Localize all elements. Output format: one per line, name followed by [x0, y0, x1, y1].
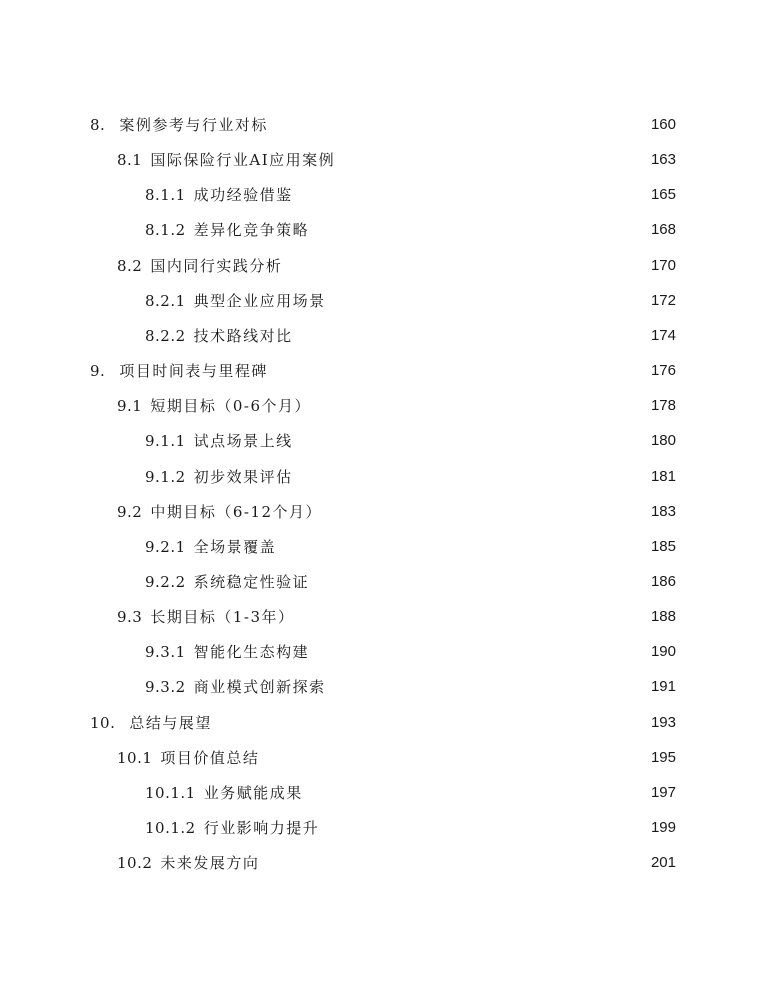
- toc-entry-number: 10.1.2: [145, 819, 196, 837]
- toc-entry[interactable]: [145, 535, 676, 559]
- toc-entry-title: 智能化生态构建: [193, 643, 310, 661]
- toc-entry[interactable]: [90, 359, 676, 383]
- toc-entry-number: 9.2.2: [145, 573, 186, 591]
- toc-entry-number: 10.2: [117, 854, 153, 872]
- toc-entry-number: 9.1.1: [145, 432, 186, 450]
- toc-entry-title: 技术路线对比: [193, 327, 293, 345]
- toc-entry-title: 短期目标（0-6个月）: [150, 397, 312, 415]
- dot-leader: [330, 289, 646, 313]
- dot-leader: [297, 324, 646, 348]
- toc-entry[interactable]: [117, 605, 676, 629]
- toc-entry[interactable]: [145, 675, 676, 699]
- toc-entry-title: 典型企业应用场景: [193, 292, 326, 310]
- toc-entry[interactable]: [117, 746, 676, 770]
- toc-entry-page-number: 165: [650, 186, 676, 203]
- toc-entry-title: 总结与展望: [129, 714, 212, 732]
- dot-leader: [272, 359, 646, 383]
- dot-leader: [326, 500, 646, 524]
- toc-entry[interactable]: [145, 816, 676, 840]
- toc-entry-title: 业务赋能成果: [203, 784, 303, 802]
- toc-entry-title: 差异化竞争策略: [193, 221, 310, 239]
- toc-entry-title: 国内同行实践分析: [150, 257, 283, 275]
- toc-entry-number: 9.2: [117, 503, 143, 521]
- toc-entry[interactable]: [117, 254, 676, 278]
- dot-leader: [297, 183, 646, 207]
- toc-entry-page-number: 191: [650, 678, 676, 695]
- toc-entry-page-number: 201: [650, 854, 676, 871]
- dot-leader: [280, 535, 646, 559]
- toc-entry-page-number: 199: [650, 819, 676, 836]
- toc-entry-page-number: 163: [650, 151, 676, 168]
- toc-entry-number: 10.1: [117, 749, 153, 767]
- toc-entry-title: 全场景覆盖: [193, 538, 277, 556]
- toc-entry-title: 试点场景上线: [193, 432, 293, 450]
- toc-entry-title: 长期目标（1-3年）: [150, 608, 295, 626]
- toc-entry-title: 案例参考与行业对标: [119, 116, 268, 134]
- toc-entry[interactable]: [145, 465, 676, 489]
- toc-entry[interactable]: [145, 289, 676, 313]
- dot-leader: [263, 746, 646, 770]
- toc-entry-number: 8.: [90, 116, 106, 134]
- toc-entry-page-number: 197: [650, 784, 676, 801]
- toc-entry-page-number: 160: [650, 116, 676, 133]
- toc-entry-page-number: 180: [650, 432, 676, 449]
- toc-entry-number: 9.: [90, 362, 106, 380]
- dot-leader: [272, 113, 646, 137]
- toc-entry-number: 9.1.2: [145, 468, 186, 486]
- dot-leader: [286, 254, 646, 278]
- dot-leader: [263, 851, 646, 875]
- toc-entry-number: 8.2.2: [145, 327, 186, 345]
- toc-entry[interactable]: [145, 781, 676, 805]
- toc-entry[interactable]: [145, 640, 676, 664]
- toc-entry[interactable]: [117, 851, 676, 875]
- toc-entry-number: 10.1.1: [145, 784, 196, 802]
- toc-entry-title: 成功经验借鉴: [193, 186, 293, 204]
- toc-entry-title: 项目时间表与里程碑: [119, 362, 268, 380]
- toc-entry-page-number: 168: [650, 221, 676, 238]
- toc-entry-page-number: 188: [650, 608, 676, 625]
- toc-entry[interactable]: [145, 183, 676, 207]
- dot-leader: [330, 675, 646, 699]
- dot-leader: [297, 429, 646, 453]
- toc-entry-title: 项目价值总结: [160, 749, 260, 767]
- toc-entry-page-number: 190: [650, 643, 676, 660]
- toc-entry-number: 9.3.2: [145, 678, 186, 696]
- toc-entry-page-number: 186: [650, 573, 676, 590]
- toc-entry[interactable]: [117, 394, 676, 418]
- toc-entry-number: 9.1: [117, 397, 143, 415]
- toc-entry-page-number: 176: [650, 362, 676, 379]
- dot-leader: [299, 605, 646, 629]
- dot-leader: [339, 148, 646, 172]
- toc-entry-number: 8.1: [117, 151, 143, 169]
- toc-entry-title: 国际保险行业AI应用案例: [150, 151, 336, 169]
- toc-entry-number: 9.3.1: [145, 643, 186, 661]
- toc-entry-title: 系统稳定性验证: [193, 573, 310, 591]
- toc-entry-number: 8.1.1: [145, 186, 186, 204]
- dot-leader: [216, 711, 646, 735]
- toc-entry-number: 9.2.1: [145, 538, 186, 556]
- toc-entry[interactable]: [145, 218, 676, 242]
- toc-entry[interactable]: [117, 500, 676, 524]
- toc-entry-page-number: 181: [650, 468, 676, 485]
- toc-entry-page-number: 174: [650, 327, 676, 344]
- toc-entry-number: 8.2: [117, 257, 143, 275]
- toc-entry-title: 商业模式创新探索: [193, 678, 326, 696]
- dot-leader: [315, 394, 646, 418]
- toc-entry[interactable]: [117, 148, 676, 172]
- toc-entry[interactable]: [145, 324, 676, 348]
- toc-entry[interactable]: [90, 711, 676, 735]
- toc-entry-page-number: 172: [650, 292, 676, 309]
- toc-entry[interactable]: [145, 570, 676, 594]
- toc-entry-page-number: 178: [650, 397, 676, 414]
- toc-entry-page-number: 183: [650, 503, 676, 520]
- toc-entry-number: 9.3: [117, 608, 143, 626]
- toc-entry-number: 8.1.2: [145, 221, 186, 239]
- toc-entry-page-number: 195: [650, 749, 676, 766]
- dot-leader: [313, 640, 646, 664]
- toc-entry-number: 8.2.1: [145, 292, 186, 310]
- toc-entry[interactable]: [145, 429, 676, 453]
- toc-entry-title: 中期目标（6-12个月）: [150, 503, 323, 521]
- dot-leader: [313, 570, 646, 594]
- dot-leader: [297, 465, 646, 489]
- toc-entry-page-number: 170: [650, 257, 676, 274]
- dot-leader: [313, 218, 646, 242]
- dot-leader: [323, 816, 646, 840]
- toc-entry-title: 未来发展方向: [160, 854, 260, 872]
- toc-entry-title: 初步效果评估: [193, 468, 293, 486]
- dot-leader: [307, 781, 646, 805]
- toc-entry-page-number: 185: [650, 538, 676, 555]
- toc-entry[interactable]: [90, 113, 676, 137]
- toc-entry-title: 行业影响力提升: [203, 819, 320, 837]
- toc-entry-page-number: 193: [650, 714, 676, 731]
- toc-entry-number: 10.: [90, 714, 116, 732]
